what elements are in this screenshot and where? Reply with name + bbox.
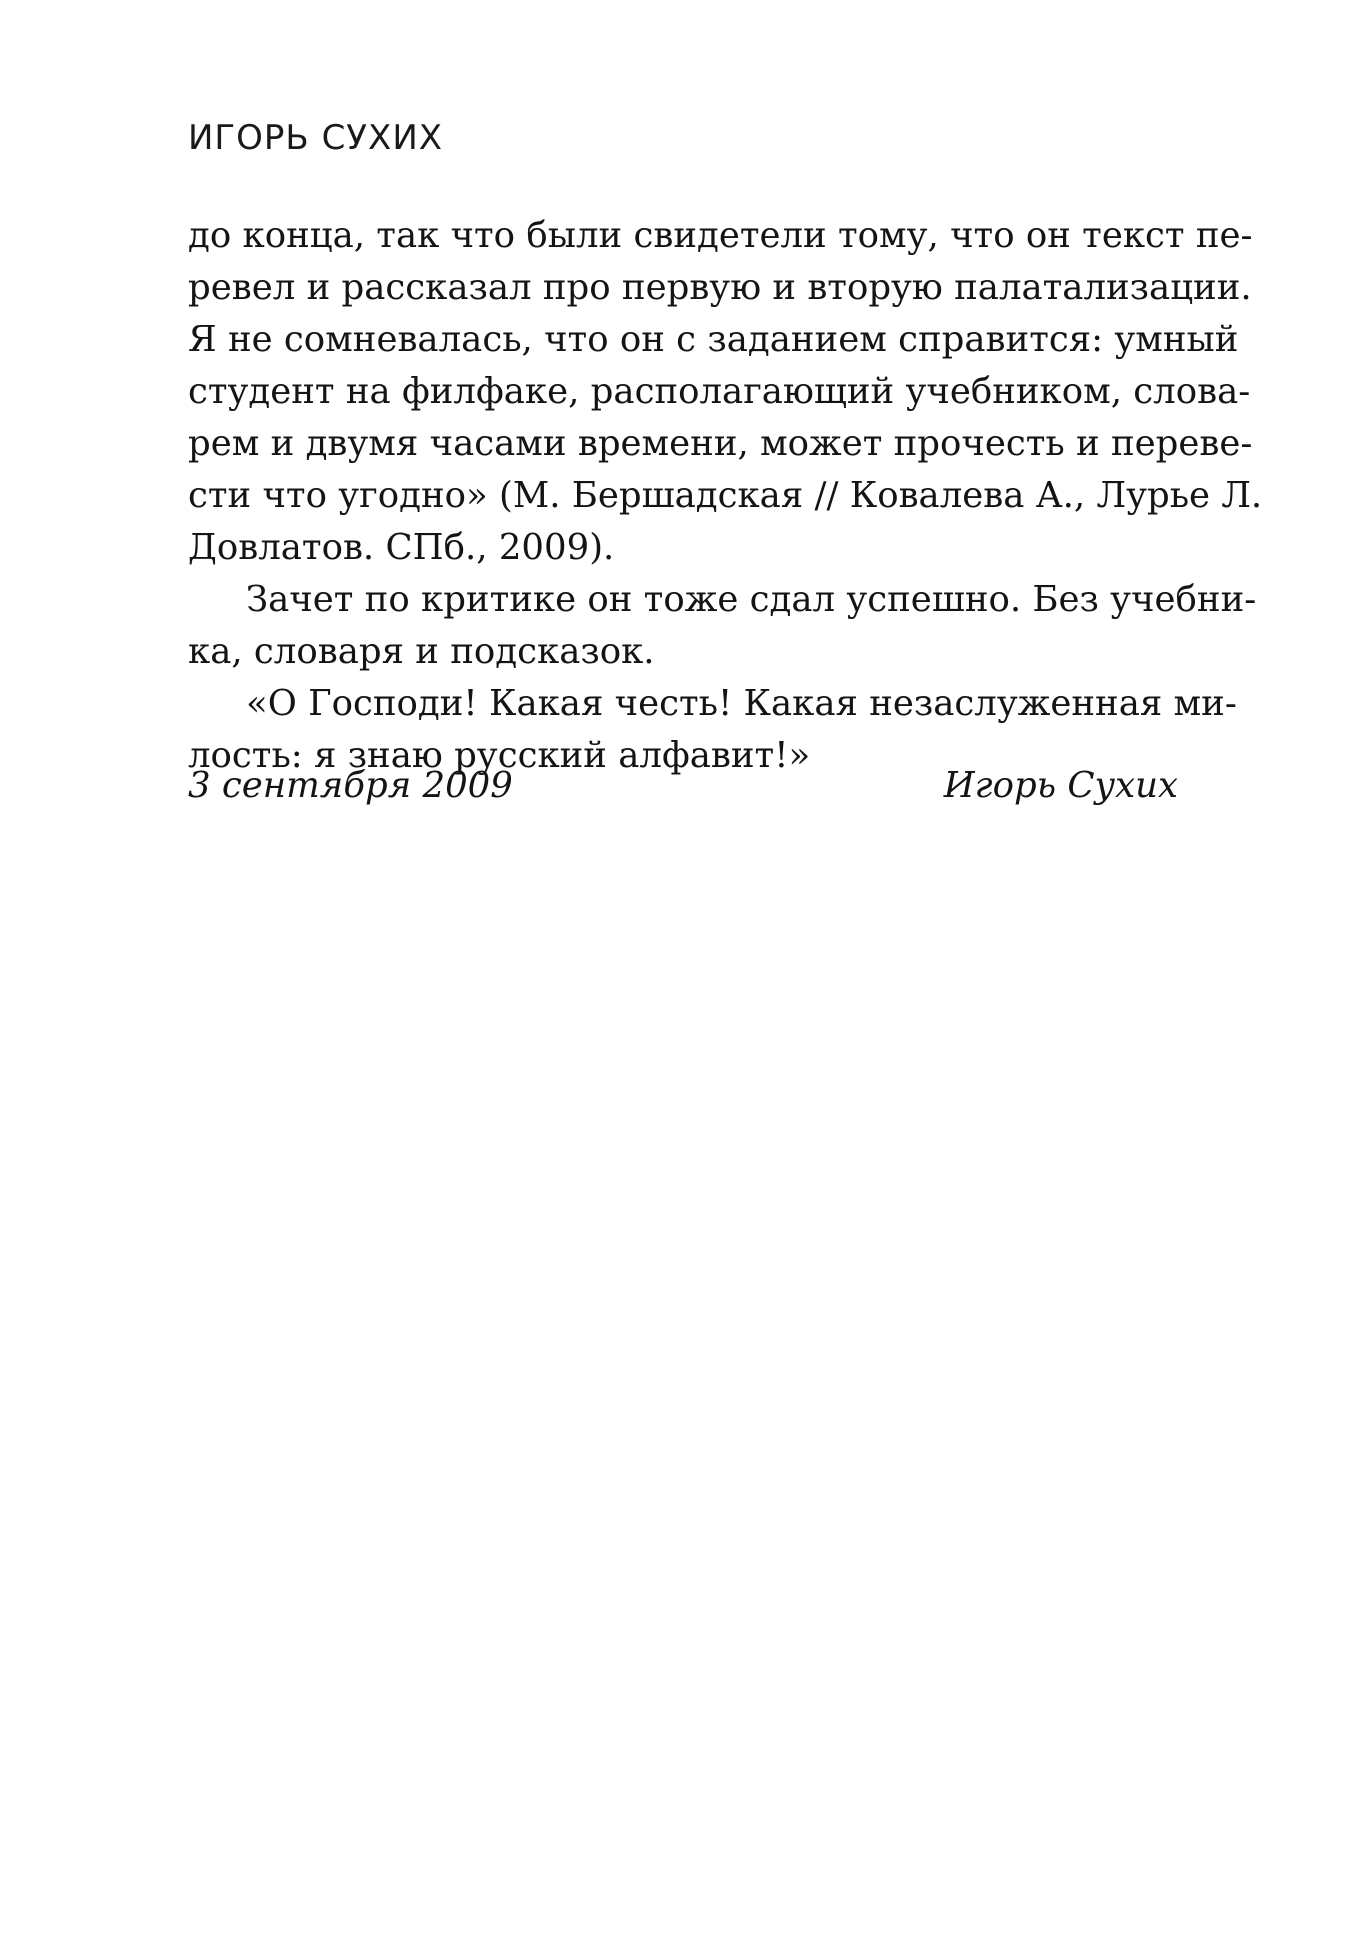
signature-row: [188, 760, 1178, 812]
body-text: [188, 210, 1263, 782]
text-line: ревел и рассказал про первую и вторую палатализации.: [188, 267, 1252, 308]
text-line: Довлатов. СПб., 2009).: [188, 527, 615, 568]
text-line: рем и двумя часами времени, может прочесть и переве-: [188, 423, 1253, 464]
signature-date: 3 сентября 2009: [188, 765, 513, 806]
signature-author: Игорь Сухих: [943, 765, 1178, 806]
paragraph-quote-continuation: [188, 210, 1263, 574]
text-line: студент на филфаке, располагающий учебником, слова-: [188, 371, 1251, 412]
text-line: до конца, так что были свидетели тому, что он текст пе-: [188, 215, 1253, 256]
paragraph-exam: [188, 574, 1257, 678]
text-line: ка, словаря и подсказок.: [188, 631, 655, 672]
running-head: ИГОРЬ СУХИХ: [188, 118, 444, 158]
text-line: «О Господи! Какая честь! Какая незаслуженная ми-: [246, 683, 1237, 724]
text-line: Зачет по критике он тоже сдал успешно. Без учебни-: [246, 579, 1257, 620]
text-line: Я не сомневалась, что он с заданием справится: умный: [188, 319, 1239, 360]
text-line: сти что угодно» (М. Бершадская // Ковалева А., Лурье Л.: [188, 475, 1263, 516]
text-line: лость: я знаю русский алфавит!»: [188, 735, 811, 776]
